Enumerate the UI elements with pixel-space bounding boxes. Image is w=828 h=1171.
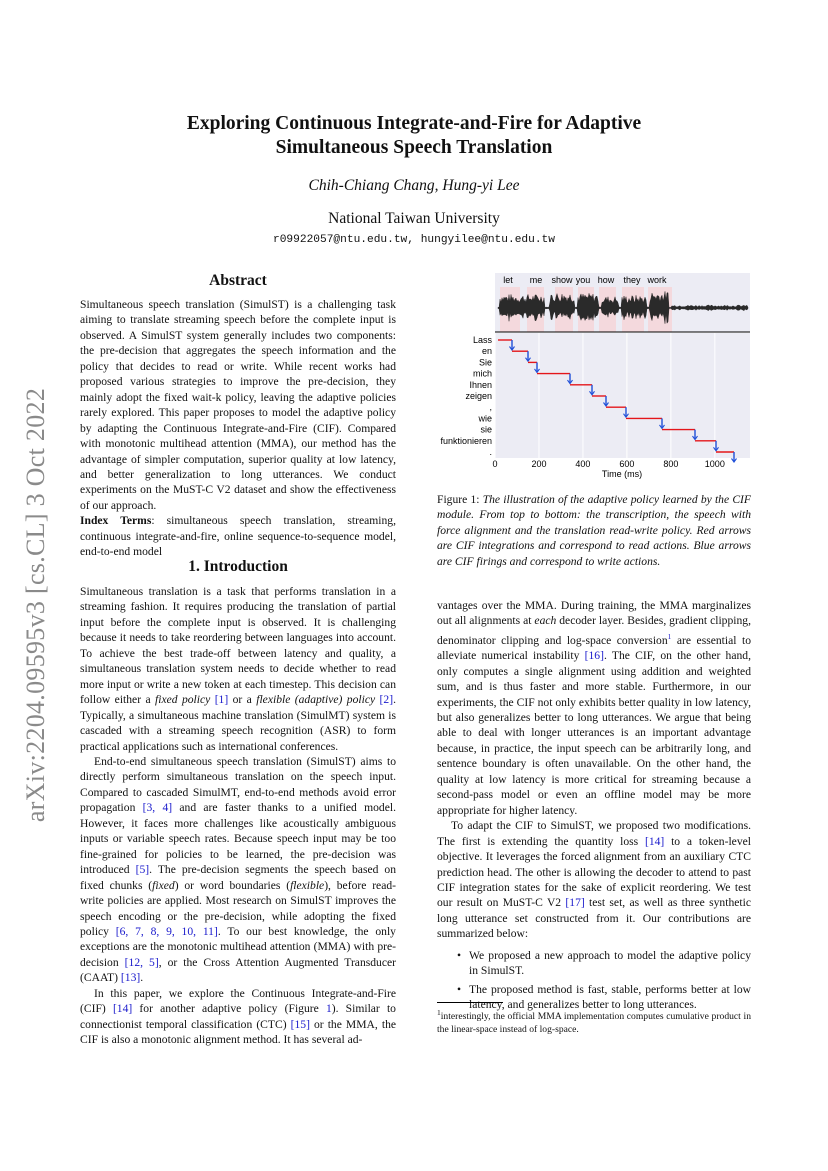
x-tick-labels: [492, 459, 724, 469]
text-run: and are faster thanks to a unified model. However, it faces more challenges like acoustically ambiguous inputs or variable speech rates. Because speech input may be too fine-grained for policies to be learned, the pre-decision was introduced: [80, 801, 396, 877]
text-run: decoder layer. Besides, gradient clipping, denominator clipping and log-space conversion: [437, 614, 751, 647]
x-tick-label: 400: [575, 459, 591, 469]
caption-label: Figure 1:: [437, 493, 483, 506]
text-emphasis: fixed: [152, 878, 175, 892]
translation-token-label: wie: [478, 413, 492, 424]
citation-link[interactable]: [6, 7, 8, 9, 10, 11]: [115, 924, 218, 938]
intro-paragraph-3: [80, 986, 396, 1048]
x-tick-label: 800: [663, 459, 679, 469]
citation-link[interactable]: [14]: [644, 834, 665, 848]
text-run: To adapt the CIF to SimulST, we proposed two modifications. The first is extending the quantity loss: [437, 819, 751, 848]
caption-text: The illustration of the adaptive policy learned by the CIF module. From top to bottom: the transcription, the speech with force alignment and the translation read-write policy. Red arrows are CIF integrations and correspond to read actions. Blue arrows are CIF firings and correspond to write actions.: [437, 493, 751, 568]
x-tick-label: 0: [492, 459, 498, 469]
title-line-1: Exploring Continuous Integrate-and-Fire for Adaptive: [186, 113, 642, 134]
abstract-section: [80, 297, 396, 560]
translation-token-label: ,: [489, 402, 492, 413]
paper-affiliation: National Taiwan University: [328, 210, 500, 227]
translation-token-label: Lass: [472, 335, 492, 345]
text-run: ) or word boundaries (: [174, 878, 291, 892]
transcript-word: you: [575, 275, 591, 285]
text-run: vantages over the MMA. During training, the MMA marginalizes out all alignments at: [437, 599, 751, 628]
citation-link[interactable]: [15]: [290, 1017, 310, 1031]
text-run: . The pre-decision segments the speech based on fixed chunks (: [80, 863, 396, 892]
x-tick-label: 600: [619, 459, 635, 469]
translation-token-label: .: [489, 447, 492, 457]
index-terms: [80, 513, 396, 559]
text-run: test set, as well as three synthetic long utterance set constructed from it. Our contributions are summarized below:: [437, 896, 751, 941]
citation-link[interactable]: [1]: [214, 693, 229, 707]
text-emphasis: fixed policy: [155, 693, 211, 707]
translation-token-labels: [440, 335, 492, 457]
transcript-word: they: [623, 275, 641, 285]
figure-1: [432, 268, 762, 484]
text-run: In this paper, we explore the Continuous Integrate-and-Fire (CIF): [80, 986, 396, 1016]
paper-title: [100, 112, 728, 160]
text-run: ), before read-write policies are applied. Most research on SimulST improves the speech encoding or the pre-decision, while adopting the fixed policy: [80, 878, 397, 938]
text-run: . Typically, a simultaneous machine translation (SimulMT) system is cascaded with a streaming speech recognition (ASR) to form practical applications such as international conferences.: [80, 693, 396, 753]
policy-band: [495, 333, 750, 458]
figure-link[interactable]: 1: [325, 1002, 332, 1016]
right-paragraph-2: [437, 818, 751, 942]
text-emphasis: flexible (adaptive) policy: [256, 693, 376, 707]
index-terms-text: : simultaneous speech translation, streaming, continuous integrate-and-fire, online sequence-to-sequence model, end-to-end model: [80, 514, 397, 559]
footnote-text: interestingly, the official MMA implementation computes cumulative product in the linear-space instead of log-space.: [437, 1011, 751, 1035]
text-emphasis: each: [534, 614, 557, 628]
text-run: for another adaptive policy (Figure: [132, 1002, 326, 1016]
footnote: [437, 1007, 751, 1036]
translation-token-label: mich: [472, 368, 492, 379]
text-run: End-to-end simultaneous speech translation (SimulST) aims to directly perform simultaneous translation on the speech input. Compared to cascaded SimulMT, end-to-end methods avoid error propagation: [80, 754, 396, 815]
index-terms-label: Index Terms: [80, 514, 152, 528]
intro-heading: 1. Introduction: [188, 558, 288, 575]
footnote-mark: 1: [437, 1008, 441, 1017]
text-emphasis: flexible: [290, 878, 325, 892]
citation-link[interactable]: [17]: [565, 896, 585, 910]
contribution-item: • We proposed a new approach to model the adaptive policy in SimulST.: [437, 948, 751, 979]
transcript-word: let: [503, 275, 513, 285]
arxiv-identifier: arXiv:2204.09595v3 [cs.CL] 3 Oct 2022: [21, 387, 50, 823]
text-run: , or the Cross Attention Augmented Transducer (CAAT): [80, 955, 396, 985]
transcript-word: show: [551, 275, 573, 285]
text-run: . The CIF, on the other hand, only computes a single alignment using addition and weighted sum, and is thus faster and more stable. Furthermore, in our experiments, the CIF not only exhibits better quality in low latency, but also generalizes better to long utterances. We argue that being able to deal with longer utterances is an important advantage because, in practice, the input speech can be arbitrarily long, and sentence boundary is often unavailable. On the other hand, the quality at low latency is more critical for streaming because a second-pass model or even an offline model may be more appropriate for higher latency.: [437, 649, 751, 817]
text-run: .: [140, 971, 144, 985]
citation-link[interactable]: [14]: [112, 1002, 133, 1016]
right-paragraph-1: [437, 598, 751, 818]
footnote-link[interactable]: 1: [667, 631, 672, 641]
paper-authors: Chih-Chiang Chang, Hung-yi Lee: [308, 177, 520, 194]
title-line-2: Simultaneous Speech Translation: [275, 137, 553, 158]
transcript-word: me: [529, 275, 543, 285]
author-emails: r09922057@ntu.edu.tw, hungyilee@ntu.edu.tw: [273, 234, 555, 246]
text-run: Simultaneous translation is a task that performs translation in a streaming fashion. It requires producing the translation of partial input before the complete input is observed. It is challenging because it needs to take reordering between languages into account. To achieve the best trade-off between latency and quality, a simultaneous translation system needs to decide whether to read more input or write a new token at each timestep. This decision can follow either a: [80, 585, 396, 707]
x-tick-label: 1000: [704, 459, 725, 469]
text-run: ). Similar to connectionist temporal classification (CTC): [80, 1002, 396, 1031]
citation-link[interactable]: [13]: [120, 971, 141, 985]
x-axis-label: Time (ms): [601, 469, 643, 479]
right-column-text: [437, 598, 751, 1016]
citation-link[interactable]: [16]: [584, 649, 604, 663]
transcript-word: work: [647, 275, 667, 285]
contribution-item: • The proposed method is fast, stable, performs better at low latency, and generalizes better to long utterances.: [437, 982, 751, 1013]
footnote-rule: [437, 1002, 503, 1003]
citation-link[interactable]: [2]: [379, 693, 394, 707]
intro-section: [80, 584, 396, 1048]
figure-1-caption: [437, 492, 751, 569]
figure-1-plot: [432, 268, 762, 484]
transcript-word: how: [597, 275, 615, 285]
intro-paragraph-2: [80, 754, 396, 986]
intro-paragraph-1: [80, 584, 396, 754]
translation-token-label: funktionieren: [440, 435, 492, 446]
text-run: or a: [228, 693, 257, 707]
x-tick-label: 200: [531, 459, 547, 469]
citation-link[interactable]: [3, 4]: [142, 801, 173, 815]
translation-token-label: sie: [480, 424, 492, 435]
text-run: are essential to alleviate numerical instability: [437, 633, 751, 663]
text-run: or the MMA, the CIF is also a monotonic alignment method. It has several ad-: [80, 1017, 397, 1047]
citation-link[interactable]: [5]: [135, 863, 150, 877]
translation-token-label: Sie: [478, 357, 492, 368]
text-run: to a token-level objective. It leverages the forced alignment from an auxiliary CTC prediction head. The other is allowing the decoder to attend to past CIF integration states for the sake of explicit reordering. We test our result on MuST-C V2: [437, 834, 751, 910]
translation-token-label: Ihnen: [469, 379, 492, 390]
translation-token-label: en: [481, 346, 492, 357]
translation-token-label: zeigen: [465, 391, 492, 401]
text-run: . To our best knowledge, the only exceptions are the monotonic multihead attention (MMA) with pre-decision: [80, 924, 396, 969]
arxiv-sidebar: [14, 360, 58, 850]
citation-link[interactable]: [12, 5]: [124, 955, 159, 969]
abstract-text: Simultaneous speech translation (SimulST) is a challenging task aiming to translate streaming speech before the complete input is observed. A SimulST system generally includes two components: the pre-decision that aggregates the speech information and the policy that decides to read or write. While recent works had proposed various strategies to improve the pre-decision, they mainly adopt the fixed wait-k policy, leaving the adaptive policies rarely explored. This paper proposes to model the adaptive policy by adapting the Continuous Integrate-and-Fire (CIF). Compared with monotonic multihead attention (MMA), our method has the advantage of simpler computation, superior quality at low latency, and better generalization to long utterances. We conduct experiments on the MuST-C V2 dataset and show the effectiveness of our approach.: [80, 298, 396, 512]
abstract-heading: Abstract: [209, 272, 267, 289]
